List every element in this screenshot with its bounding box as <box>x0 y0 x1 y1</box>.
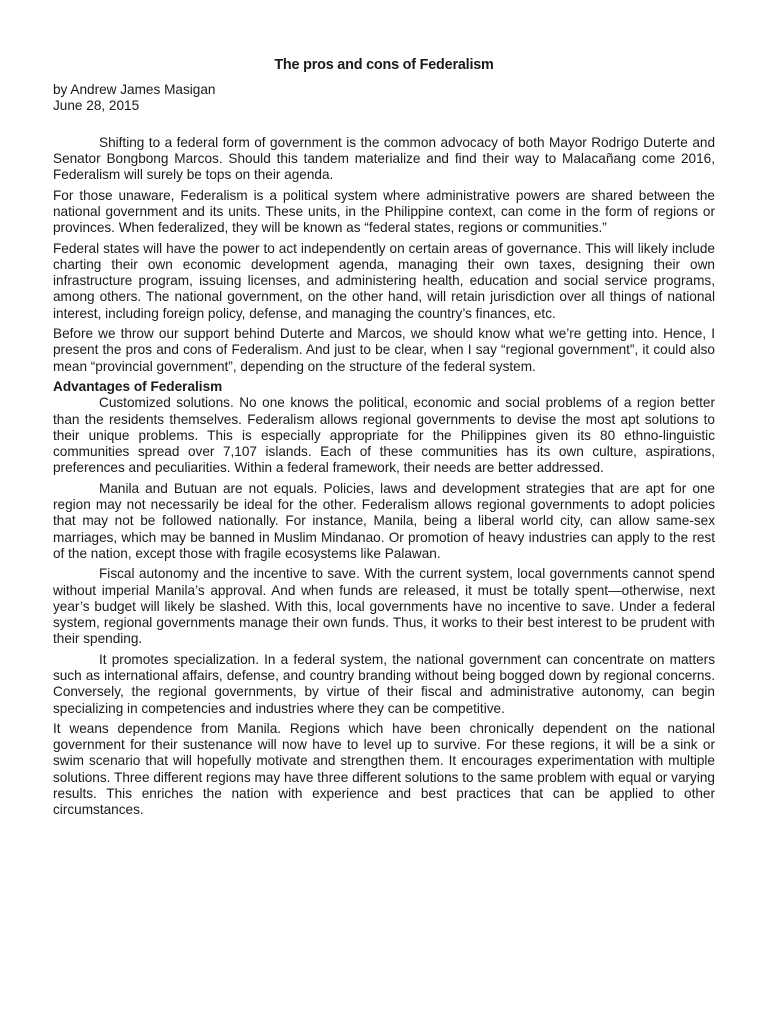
advantage-paragraph: Manila and Butuan are not equals. Policies, laws and development strategies that are apt for one region may not necessarily be ideal for the other. Federalism allows regional governments to adopt policies that may not be followed nationally. For instance, Manila, being a liberal world city, can allow same-sex marriages, which may be banned in Muslim Mindanao. Or promotion of heavy industries can apply to the rest of the nation, except those with fragile ecosystems like Palawan. <box>53 480 715 561</box>
intro-paragraph: Shifting to a federal form of government is the common advocacy of both Mayor Rodrigo Duterte and Senator Bongbong Marcos. Should this tandem materialize and find their way to Malacañang come 2016, Federalism will surely be tops on their agenda. <box>53 134 715 183</box>
document-title: The pros and cons of Federalism <box>274 57 494 73</box>
advantage-paragraph: It weans dependence from Manila. Regions which have been chronically dependent on the national government for their sustenance will now have to level up to survive. For these regions, it will be a sink or swim scenario that will hopefully motivate and strengthen them. It encourages experimentation with multiple solutions. Three different regions may have three different solutions to the same problem with equal or varying results. This enriches the nation with experience and best practices that can be applied to other circumstances. <box>53 720 715 818</box>
publish-date: June 28, 2015 <box>53 98 140 114</box>
advantage-paragraph: It promotes specialization. In a federal system, the national government can concentrate on matters such as international affairs, defense, and country branding without being bogged down by regional concerns. Conversely, the regional governments, by virtue of their fiscal and administrative autonomy, can begin specializing in competencies and industries where they can be competitive. <box>53 651 715 716</box>
advantage-paragraph: Fiscal autonomy and the incentive to save. With the current system, local governments cannot spend without imperial Manila’s approval. And when funds are released, it must be totally spent—otherwise, next year’s budget will likely be slashed. With this, local governments have no incentive to save. Under a federal system, regional governments manage their own funds. Thus, it works to their best interest to be prudent with their spending. <box>53 566 715 647</box>
intro-paragraph: Federal states will have the power to act independently on certain areas of governance. This will likely include charting their own economic development agenda, managing their own taxes, designing their own infrastructure program, issuing licenses, and administering health, education and social service programs, among others. The national government, on the other hand, will retain jurisdiction over all things of national interest, including foreign policy, defense, and managing the country’s finances, etc. <box>53 240 715 321</box>
section-heading-advantages: Advantages of Federalism <box>53 378 223 394</box>
intro-paragraph: Before we throw our support behind Duterte and Marcos, we should know what we’re getting into. Hence, I present the pros and cons of Federalism. And just to be clear, when I say “regional government”, it could also mean “provincial government”, depending on the structure of the federal system. <box>53 326 715 374</box>
advantage-paragraph: Customized solutions. No one knows the political, economic and social problems of a region better than the residents themselves. Federalism allows regional governments to devise the most apt solutions to their unique problems. This is especially appropriate for the Philippines given its 80 ethno-linguistic communities spread over 7,107 islands. Each of these communities has its own culture, aspirations, preferences and peculiarities. Within a federal framework, their needs are better addressed. <box>53 395 715 476</box>
spacer <box>53 115 715 135</box>
intro-paragraph: For those unaware, Federalism is a political system where administrative powers are shared between the national government and its units. These units, in the Philippine context, can come in the form of regions or provinces. When federalized, they will be known as “federal states, regions or communities.” <box>53 187 715 236</box>
document-page <box>53 0 715 823</box>
byline: by Andrew James Masigan <box>53 82 216 97</box>
